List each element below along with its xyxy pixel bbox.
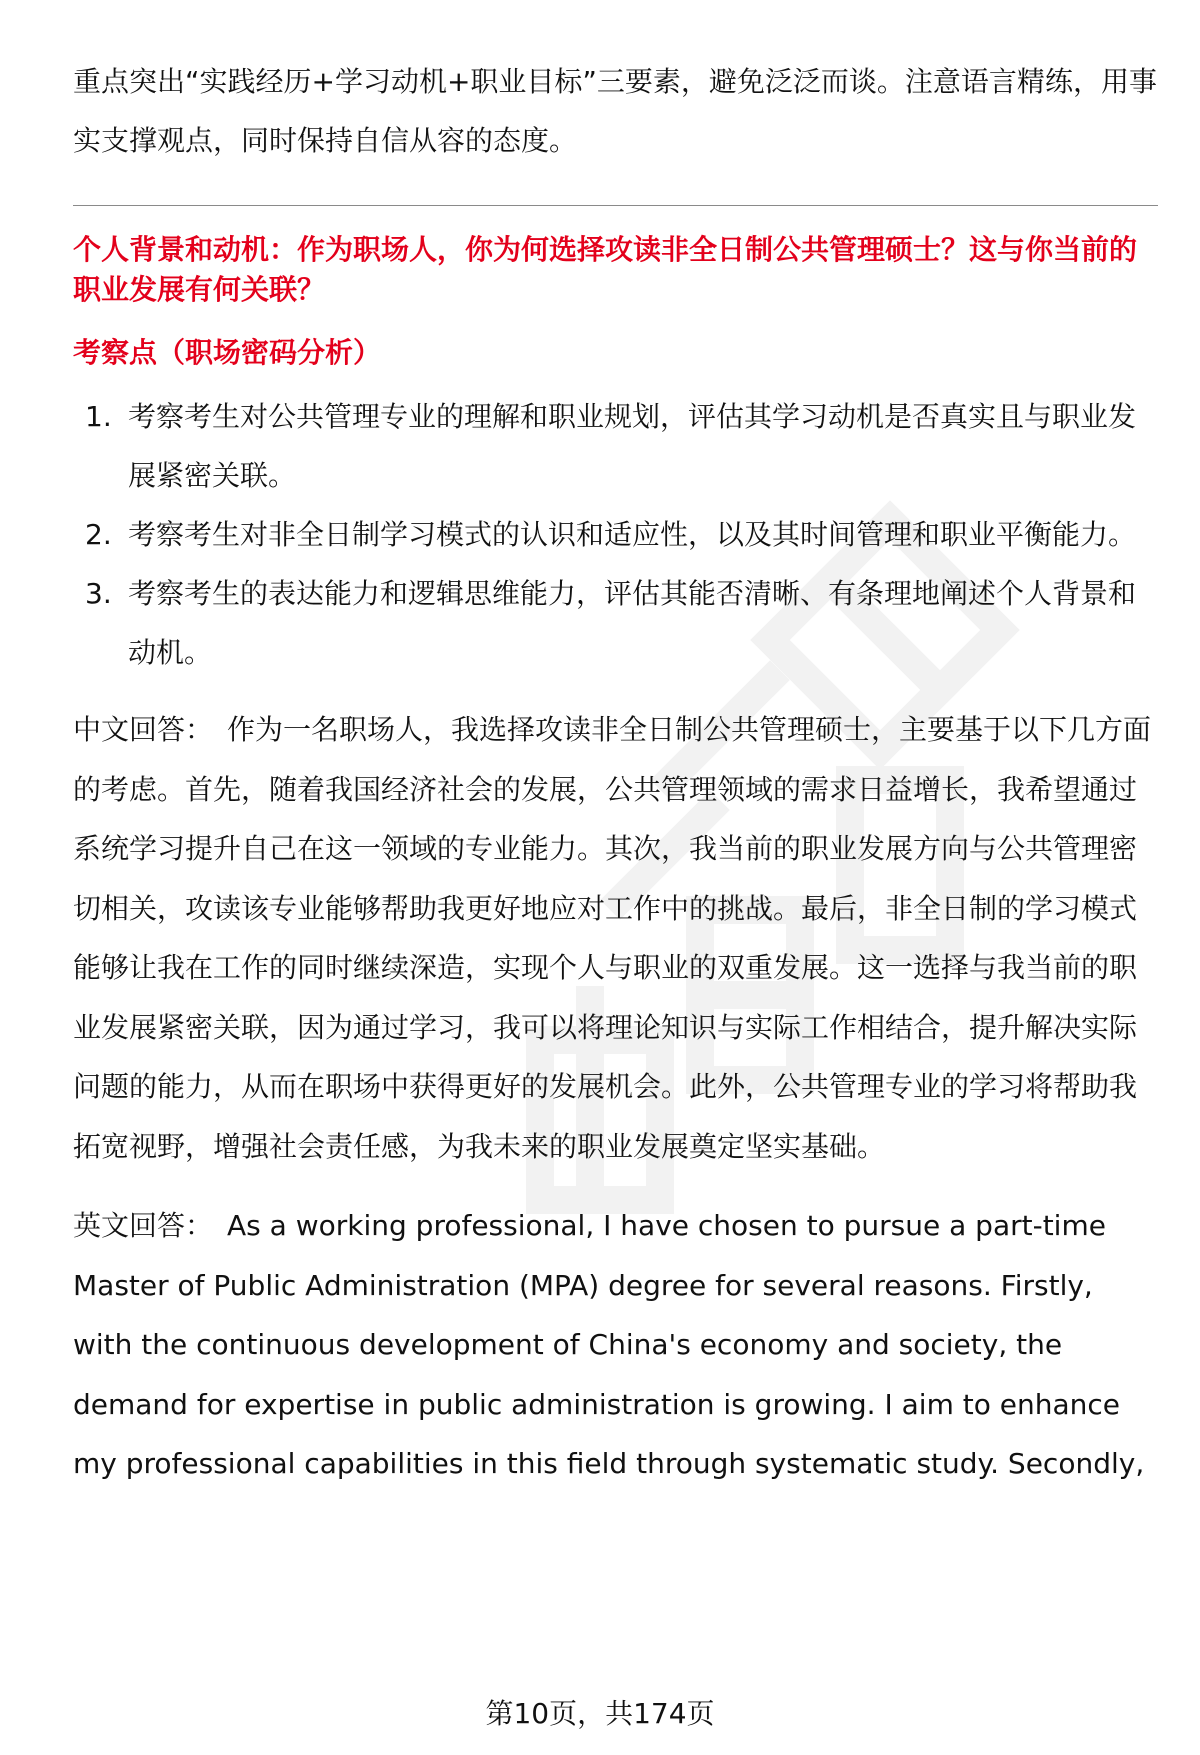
points-list [73,387,1158,682]
chinese-answer [73,700,1158,1176]
page-number-footer: 第10页，共174页 [485,1697,715,1730]
list-item [73,387,1158,505]
question-heading: 个人背景和动机：作为职场人，你为何选择攻读非全日制公共管理硕士？这与你当前的职业发展有何关联？ [73,233,1138,306]
list-item-text: 考察考生对非全日制学习模式的认识和适应性，以及其时间管理和职业平衡能力。 [128,518,1137,551]
section-divider [73,205,1158,206]
list-item-number: 2. [85,518,112,551]
english-answer-label: 英文回答： [73,1209,214,1242]
document-page [73,52,1158,1494]
list-item-text: 考察考生对公共管理专业的理解和职业规划，评估其学习动机是否真实且与职业发展紧密关联。 [128,400,1137,492]
list-item [73,564,1158,682]
list-item [73,505,1158,564]
chinese-answer-label: 中文回答： [73,713,214,746]
list-item-number: 3. [85,577,112,610]
chinese-answer-text: 作为一名职场人，我选择攻读非全日制公共管理硕士，主要基于以下几方面的考虑。首先，随着我国经济社会的发展，公共管理领域的需求日益增长，我希望通过系统学习提升自己在这一领域的专业能力。其次，我当前的职业发展方向与公共管理密切相关，攻读该专业能够帮助我更好地应对工作中的挑战。最后，非全日制的学习模式能够让我在工作的同时继续深造，实现个人与职业的双重发展。这一选择与我当前的职业发展紧密关联，因为通过学习，我可以将理论知识与实际工作相结合，提升解决实际问题的能力，从而在职场中获得更好的发展机会。此外，公共管理专业的学习将帮助我拓宽视野，增强社会责任感，为我未来的职业发展奠定坚实基础。 [73,713,1152,1163]
english-answer [73,1196,1158,1494]
intro-paragraph: 重点突出“实践经历+学习动机+职业目标”三要素，避免泛泛而谈。注意语言精练，用事实支撑观点，同时保持自信从容的态度。 [73,65,1157,157]
english-answer-text: As a working professional, I have chosen to pursue a part-time Master of Public Administration (MPA) degree for several reasons. Firstly, with the continuous development of China's economy and society, the demand for expertise in public administration is growing. I aim to enhance my professional capabilities in this field through systematic study. Secondly, [73,1209,1145,1480]
list-item-number: 1. [85,400,112,433]
points-title: 考察点（职场密码分析） [73,336,382,369]
list-item-text: 考察考生的表达能力和逻辑思维能力，评估其能否清晰、有条理地阐述个人背景和动机。 [128,577,1137,669]
